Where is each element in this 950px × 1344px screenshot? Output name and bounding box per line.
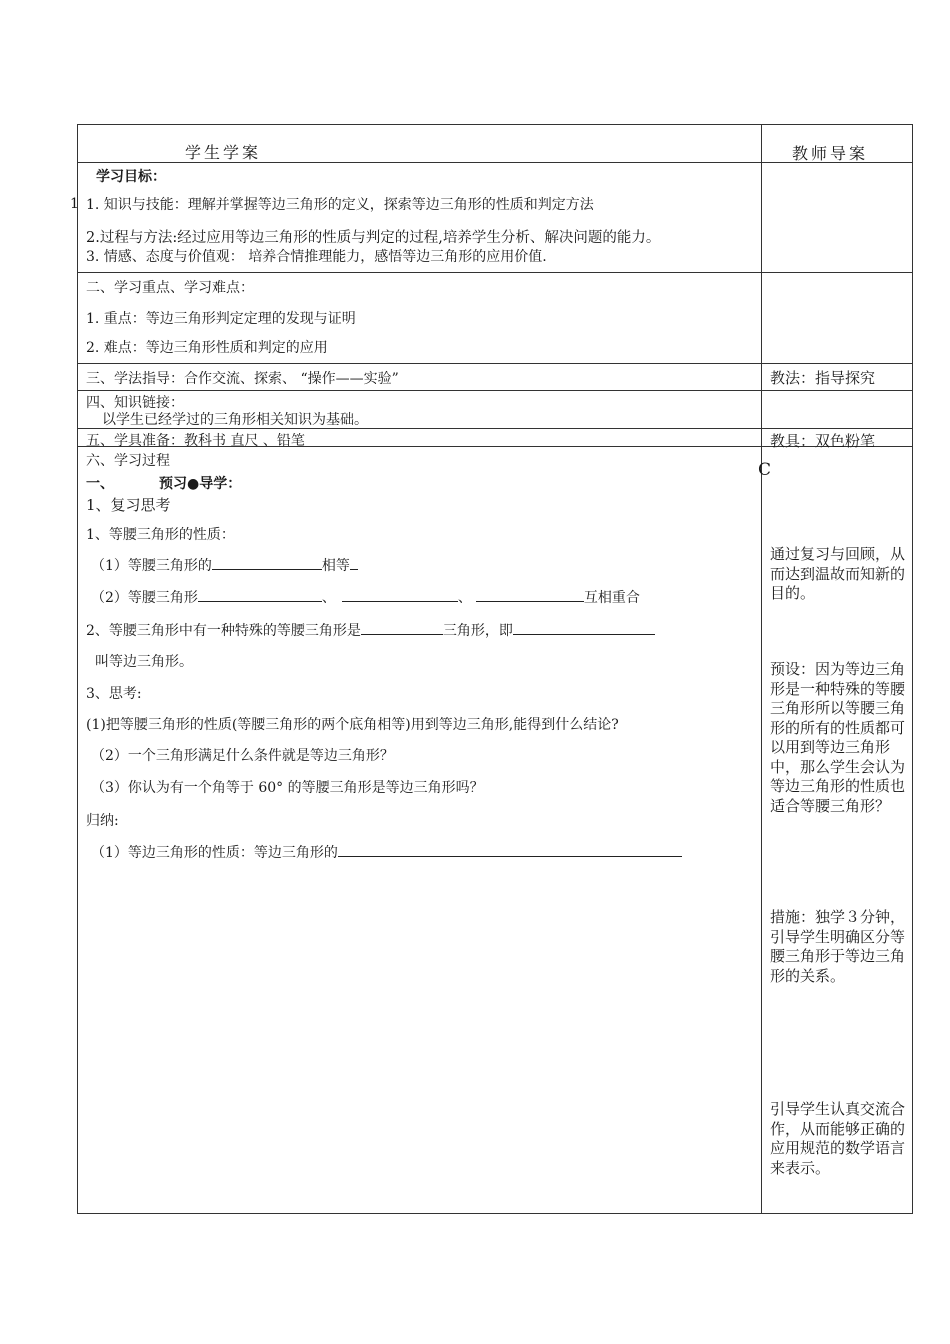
question-1b-prefix: （2）等腰三角形 [91, 590, 198, 606]
teaching-method: 教法：指导探究 [770, 369, 876, 387]
question-2-prefix: 2、等腰三角形中有一种特殊的等腰三角形是 [86, 623, 361, 639]
margin-mark: 1 [70, 196, 79, 212]
answer-blank[interactable] [338, 842, 682, 857]
answer-blank[interactable] [350, 555, 358, 570]
teacher-note: 预设：因为等边三角形是一种特殊的等腰三角形所以等腰三角形的所有的性质都可以用到等边三角形中，那么学生会认为等边三角形的性质也适合等腰三角形？ [770, 660, 906, 815]
teacher-note: 措施：独学３分钟，引导学生明确区分等腰三角形于等边三角形的关系。 [770, 908, 906, 985]
teacher-column-header: 教师导案 [792, 144, 869, 163]
column-divider [761, 124, 762, 1214]
teaching-tools: 教具：双色粉笔 [770, 432, 876, 450]
question-2 [86, 620, 655, 640]
question-1b [91, 587, 640, 607]
link-text: 以学生已经学过的三角形相关知识为基础。 [102, 412, 368, 428]
question-1-title: 1、等腰三角形的性质： [86, 527, 235, 543]
row-divider [77, 363, 913, 364]
method-text: 三、学法指导：合作交流、探索、 “操作——实验” [86, 371, 399, 387]
stray-mark: C [758, 460, 772, 480]
question-1a [91, 555, 358, 575]
question-3-1: (1)把等腰三角形的性质(等腰三角形的两个底角相等)用到等边三角形,能得到什么结论? [86, 717, 619, 733]
subsection-number: 一、 [86, 476, 114, 492]
subsection-title: 预习●导学： [159, 476, 242, 492]
question-3-3: （3）你认为有一个角等于 60° 的等腰三角形是等边三角形吗？ [91, 780, 484, 796]
summary-item-text: （1）等边三角形的性质：等边三角形的 [91, 845, 338, 861]
link-title: 四、知识链接： [86, 395, 184, 411]
question-3-title: 3、思考: [86, 686, 142, 702]
review-heading: 1、复习思考 [86, 496, 171, 514]
process-title: 六、学习过程 [86, 453, 170, 469]
question-1b-suffix: 互相重合 [583, 590, 640, 606]
question-2-continued: 叫等边三角形。 [95, 654, 193, 670]
key-point-item: 1. 重点：等边三角形判定定理的发现与证明 [86, 311, 356, 327]
teacher-note: 引导学生认真交流合作，从而能够正确的应用规范的数学语言来表示。 [770, 1100, 906, 1177]
tools-text: 五、学具准备：教科书 直尺 、铅笔 [86, 433, 305, 449]
key-point-item: 2. 难点：等边三角形性质和判定的应用 [86, 340, 328, 356]
question-1a-suffix: 相等 [321, 558, 350, 574]
student-column-header: 学生学案 [185, 143, 262, 162]
separator: 、 [321, 590, 336, 606]
question-3-2: （2）一个三角形满足什么条件就是等边三角形？ [91, 748, 394, 764]
answer-blank[interactable] [513, 620, 655, 635]
answer-blank[interactable] [212, 555, 322, 570]
answer-blank[interactable] [198, 587, 322, 602]
answer-blank[interactable] [361, 620, 443, 635]
goal-item: 3. 情感、态度与价值观： 培养合情推理能力，感悟等边三角形的应用价值. [86, 249, 547, 265]
row-divider [77, 390, 913, 391]
question-1a-prefix: （1）等腰三角形的 [91, 558, 212, 574]
goals-title: 学习目标： [96, 169, 166, 185]
summary-item [91, 842, 682, 862]
goal-item: 2.过程与方法:经过应用等边三角形的性质与判定的过程,培养学生分析、解决问题的能力。 [86, 230, 661, 246]
answer-blank[interactable] [342, 587, 458, 602]
key-points-title: 二、学习重点、学习难点： [86, 280, 254, 296]
answer-blank[interactable] [476, 587, 584, 602]
teacher-note: 通过复习与回顾，从而达到温故而知新的目的。 [770, 545, 906, 602]
question-2-mid: 三角形，即 [442, 623, 513, 639]
summary-title: 归纳: [86, 813, 119, 829]
goal-item: 1. 知识与技能：理解并掌握等边三角形的定义，探索等边三角形的性质和判定方法 [86, 197, 594, 213]
separator: 、 [457, 590, 472, 606]
row-divider [77, 272, 913, 273]
